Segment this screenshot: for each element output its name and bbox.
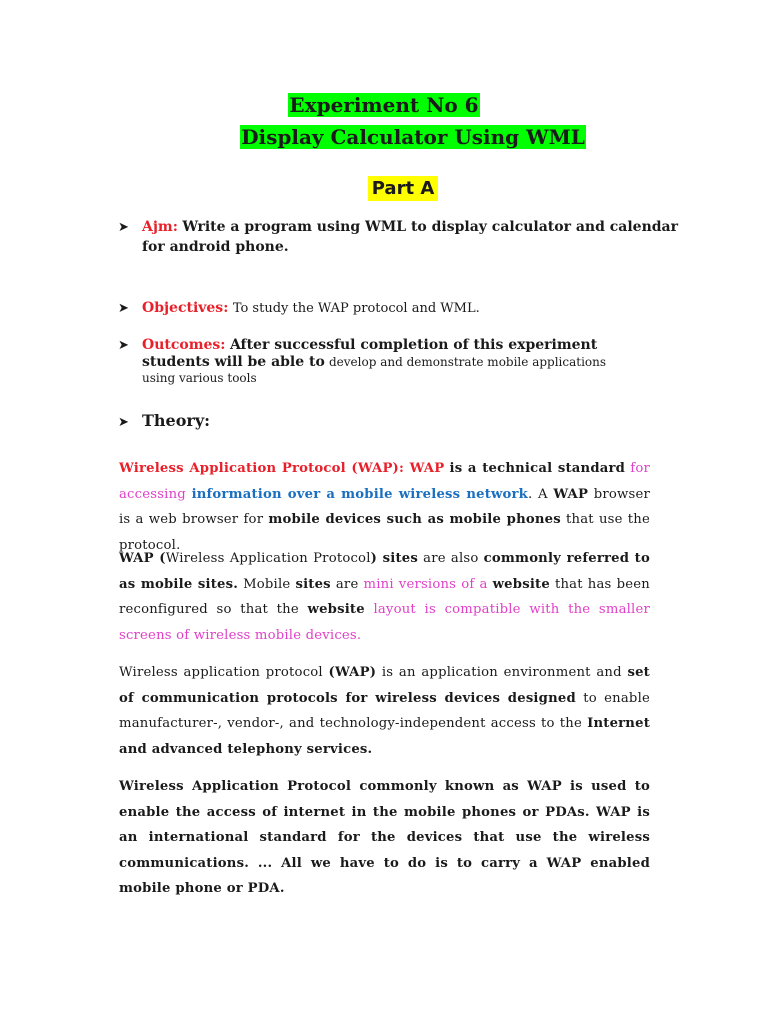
- paragraph-wap-definition: Wireless Application Protocol (WAP): WAP is a technical standard for accessing information over a mobile wireless network. A WAP browser is a web browser for mobile devices such as mobile phones that use the protocol.: [119, 461, 650, 553]
- outcomes-text-cont2: using various tools: [142, 371, 257, 385]
- paragraph-wap-environment: Wireless application protocol (WAP) is an application environment and set of communication protocols for wireless devices designed to enable manufacturer-, vendor-, and technology-independent access to the Internet and advanced telephony services.: [119, 665, 650, 757]
- aim-label: Ajm:: [142, 219, 178, 235]
- paragraph-wap-usage: Wireless Application Protocol commonly known as WAP is used to enable the access of internet in the mobile phones or PDAs. WAP is an international standard for the devices that use the wireless communications. ... All we have to do is to carry a WAP enabled mobile phone or PDA.: [119, 779, 650, 897]
- arrowhead-bullet-icon: ➤: [118, 220, 129, 235]
- aim-bullet: [118, 219, 678, 235]
- arrowhead-bullet-icon: ➤: [118, 415, 129, 430]
- arrowhead-bullet-icon: ➤: [118, 338, 129, 353]
- outcomes-text-cont: students will be able to develop and demonstrate mobile applications: [142, 354, 607, 370]
- aim-text: Write a program using WML to display calculator and calendar: [182, 219, 679, 235]
- outcomes-bullet: [118, 337, 597, 353]
- paragraph-mobile-sites: WAP (Wireless Application Protocol) sites are also commonly referred to as mobile sites. Mobile sites are mini versions of a website that has been reconfigured so that the website layout is compatible with the smaller screens of wireless mobile devices.: [119, 551, 650, 643]
- experiment-number: Experiment No 6: [289, 93, 479, 117]
- outcomes-text: After successful completion of this experiment: [229, 337, 598, 353]
- objectives-text: To study the WAP protocol and WML.: [232, 301, 480, 316]
- objectives-bullet: [118, 300, 480, 316]
- part-label: Part A: [0, 178, 768, 199]
- objectives-label: Objectives:: [142, 300, 229, 316]
- arrowhead-bullet-icon: ➤: [118, 301, 129, 316]
- theory-heading: ➤ Theory:: [118, 411, 211, 430]
- experiment-title: Display Calculator Using WML: [241, 125, 585, 149]
- outcomes-label: Outcomes:: [142, 337, 226, 353]
- aim-text-cont: for android phone.: [142, 239, 289, 255]
